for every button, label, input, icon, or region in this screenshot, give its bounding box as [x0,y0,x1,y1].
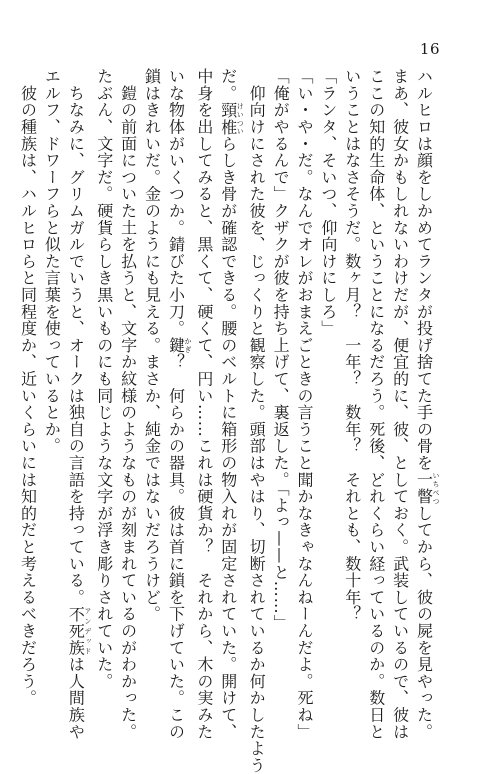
text-line: 仰向けにされた彼を、じっくりと観察した。頭部はやはり、切断されているか何かしたよう [247,68,267,774]
text-line: いうことはなさそうだ。数ヶ月？ 一年？ 数年？ それとも、数十年？ [342,68,362,623]
text-line: 「ランタ、そいつ、仰向けにしろ」 [318,68,338,337]
ruby-annotation: 鍵かぎ [166,336,192,354]
text-line: まあ、彼女かもしれないわけだが、便宜的に、彼、としておく。武装しているので、彼は [390,68,410,740]
text-line: だ。頸椎けいついらしき骨が確認できる。腰のベルトに箱形の物入れが固定されていた。開けて、 [218,68,245,741]
text-line: ハルヒロは顔をしかめてランタが投げ捨てた手の骨を一瞥いちべつしてから、彼の屍を見やった。 [414,68,440,741]
text-line: たぶん、文字だ。硬貨らしき黒いものにも同じような文字が浮き彫りされていた。 [94,68,114,690]
text-line: ここの知的生命体、ということになるだろう。死後、どれくらい経っているのか。数日と [366,68,386,740]
text-line: 鎖はきれいだ。金のようにも見える。まさか、純金ではないだろうけど。 [142,68,162,623]
text-line: 「い・や・だ。なんでオレがおまえごときの言うこと聞かなきゃなんねーんだよ。死ね」 [294,68,314,740]
ruby-annotation: 一瞥いちべつ [414,471,440,505]
ruby-annotation: 頸椎けいつい [218,101,245,136]
text-line: 鎧の前面についた土を払うと、文字か紋様のようなものが刻まれているのがわかった。 [118,68,138,740]
text-line: エルフ、ドワーフらと似た言葉を使っているとか。 [42,68,62,455]
text-line: 彼の種族は、ハルヒロらと同程度か、近いくらいには知的だと考えるべきだろう。 [18,68,38,707]
page-number: 16 [419,40,440,58]
text-line: ちなみに、グリムガルでいうと、オークは独自の言語を持っている。不死族アンデッドは人間族や [66,68,92,741]
ruby-annotation: 不死族アンデッド [66,605,92,657]
text-line: いな物体がいくつか。錆びた小刀。鍵かぎ？ 何らかの器具。彼は首に鎖を下げていた。この [166,68,192,741]
text-line: 「俺がやるんで」クザクが彼を持ち上げて、裏返した。「よっ——と……」 [271,68,291,632]
body-text [18,68,440,774]
text-line: 中身を出してみると、黒くて、硬くて、円い……これは硬貨か？ それから、木の実みた [194,68,214,740]
